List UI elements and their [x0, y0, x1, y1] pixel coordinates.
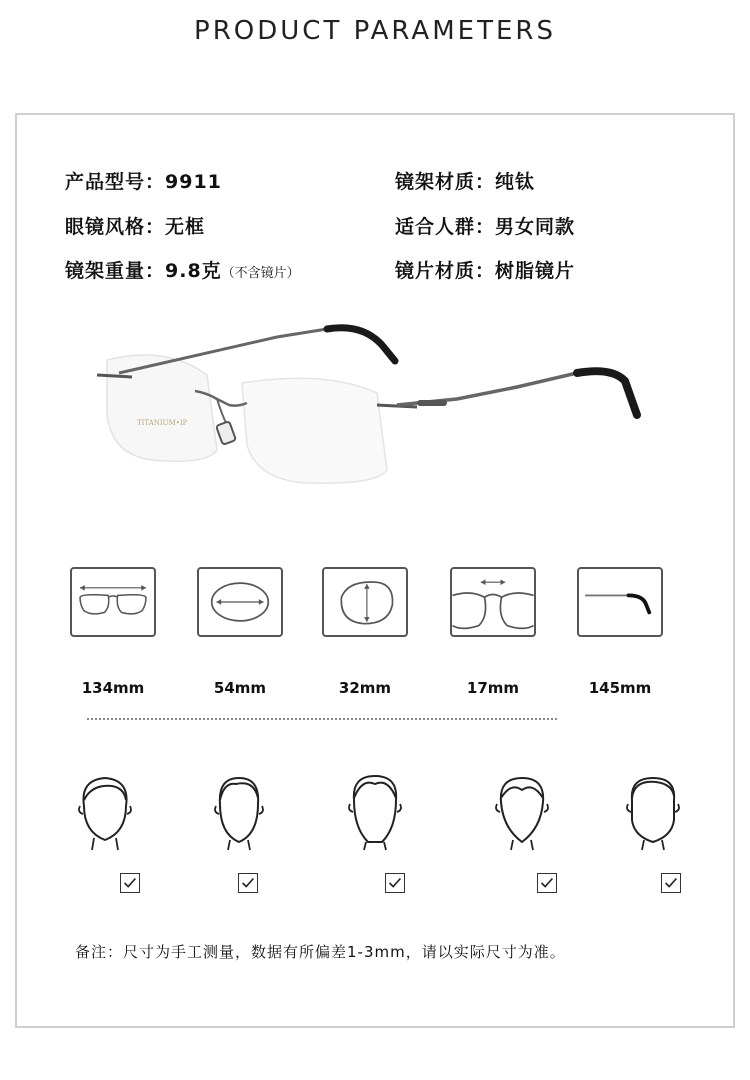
product-glasses-image — [77, 315, 677, 515]
lens-height-icon — [322, 567, 408, 637]
oval-face-icon — [206, 770, 272, 852]
bridge-width-icon — [450, 567, 536, 637]
param-material: 镜架材质：纯钛 — [395, 171, 536, 193]
dimension-value-lens-width: 54mm — [213, 679, 267, 697]
param-style: 眼镜风格：无框 — [65, 216, 206, 238]
param-model: 产品型号：9911 — [65, 171, 222, 193]
param-weight-note: （不含镜片） — [221, 266, 300, 281]
long-face-icon — [342, 770, 408, 852]
heart-face-icon — [489, 770, 555, 852]
round-face-icon — [72, 770, 138, 852]
section-divider — [87, 718, 557, 720]
face-fit-check-square — [661, 873, 681, 893]
square-face-icon — [620, 770, 686, 852]
dimension-value-bridge-width: 17mm — [466, 679, 520, 697]
dimension-value-lens-height: 32mm — [338, 679, 392, 697]
param-lens: 镜片材质：树脂镜片 — [395, 260, 576, 282]
param-audience: 适合人群：男女同款 — [395, 216, 576, 238]
frame-imprint: TITANIUM•IP — [137, 419, 188, 427]
face-fit-check-round — [120, 873, 140, 893]
page-title: PRODUCT PARAMETERS — [194, 16, 556, 46]
dimension-value-temple-length: 145mm — [588, 679, 652, 697]
face-fit-check-oval — [238, 873, 258, 893]
temple-length-icon — [577, 567, 663, 637]
face-fit-check-heart — [537, 873, 557, 893]
param-weight-value: 镜架重量：9.8克 — [65, 260, 222, 282]
parameters-card — [15, 113, 735, 1028]
frame-width-icon — [70, 567, 156, 637]
dimension-value-frame-width: 134mm — [81, 679, 145, 697]
face-fit-check-long — [385, 873, 405, 893]
lens-width-icon — [197, 567, 283, 637]
param-weight — [65, 256, 300, 283]
measurement-remark: 备注：尺寸为手工测量，数据有所偏差1-3mm，请以实际尺寸为准。 — [75, 943, 566, 961]
